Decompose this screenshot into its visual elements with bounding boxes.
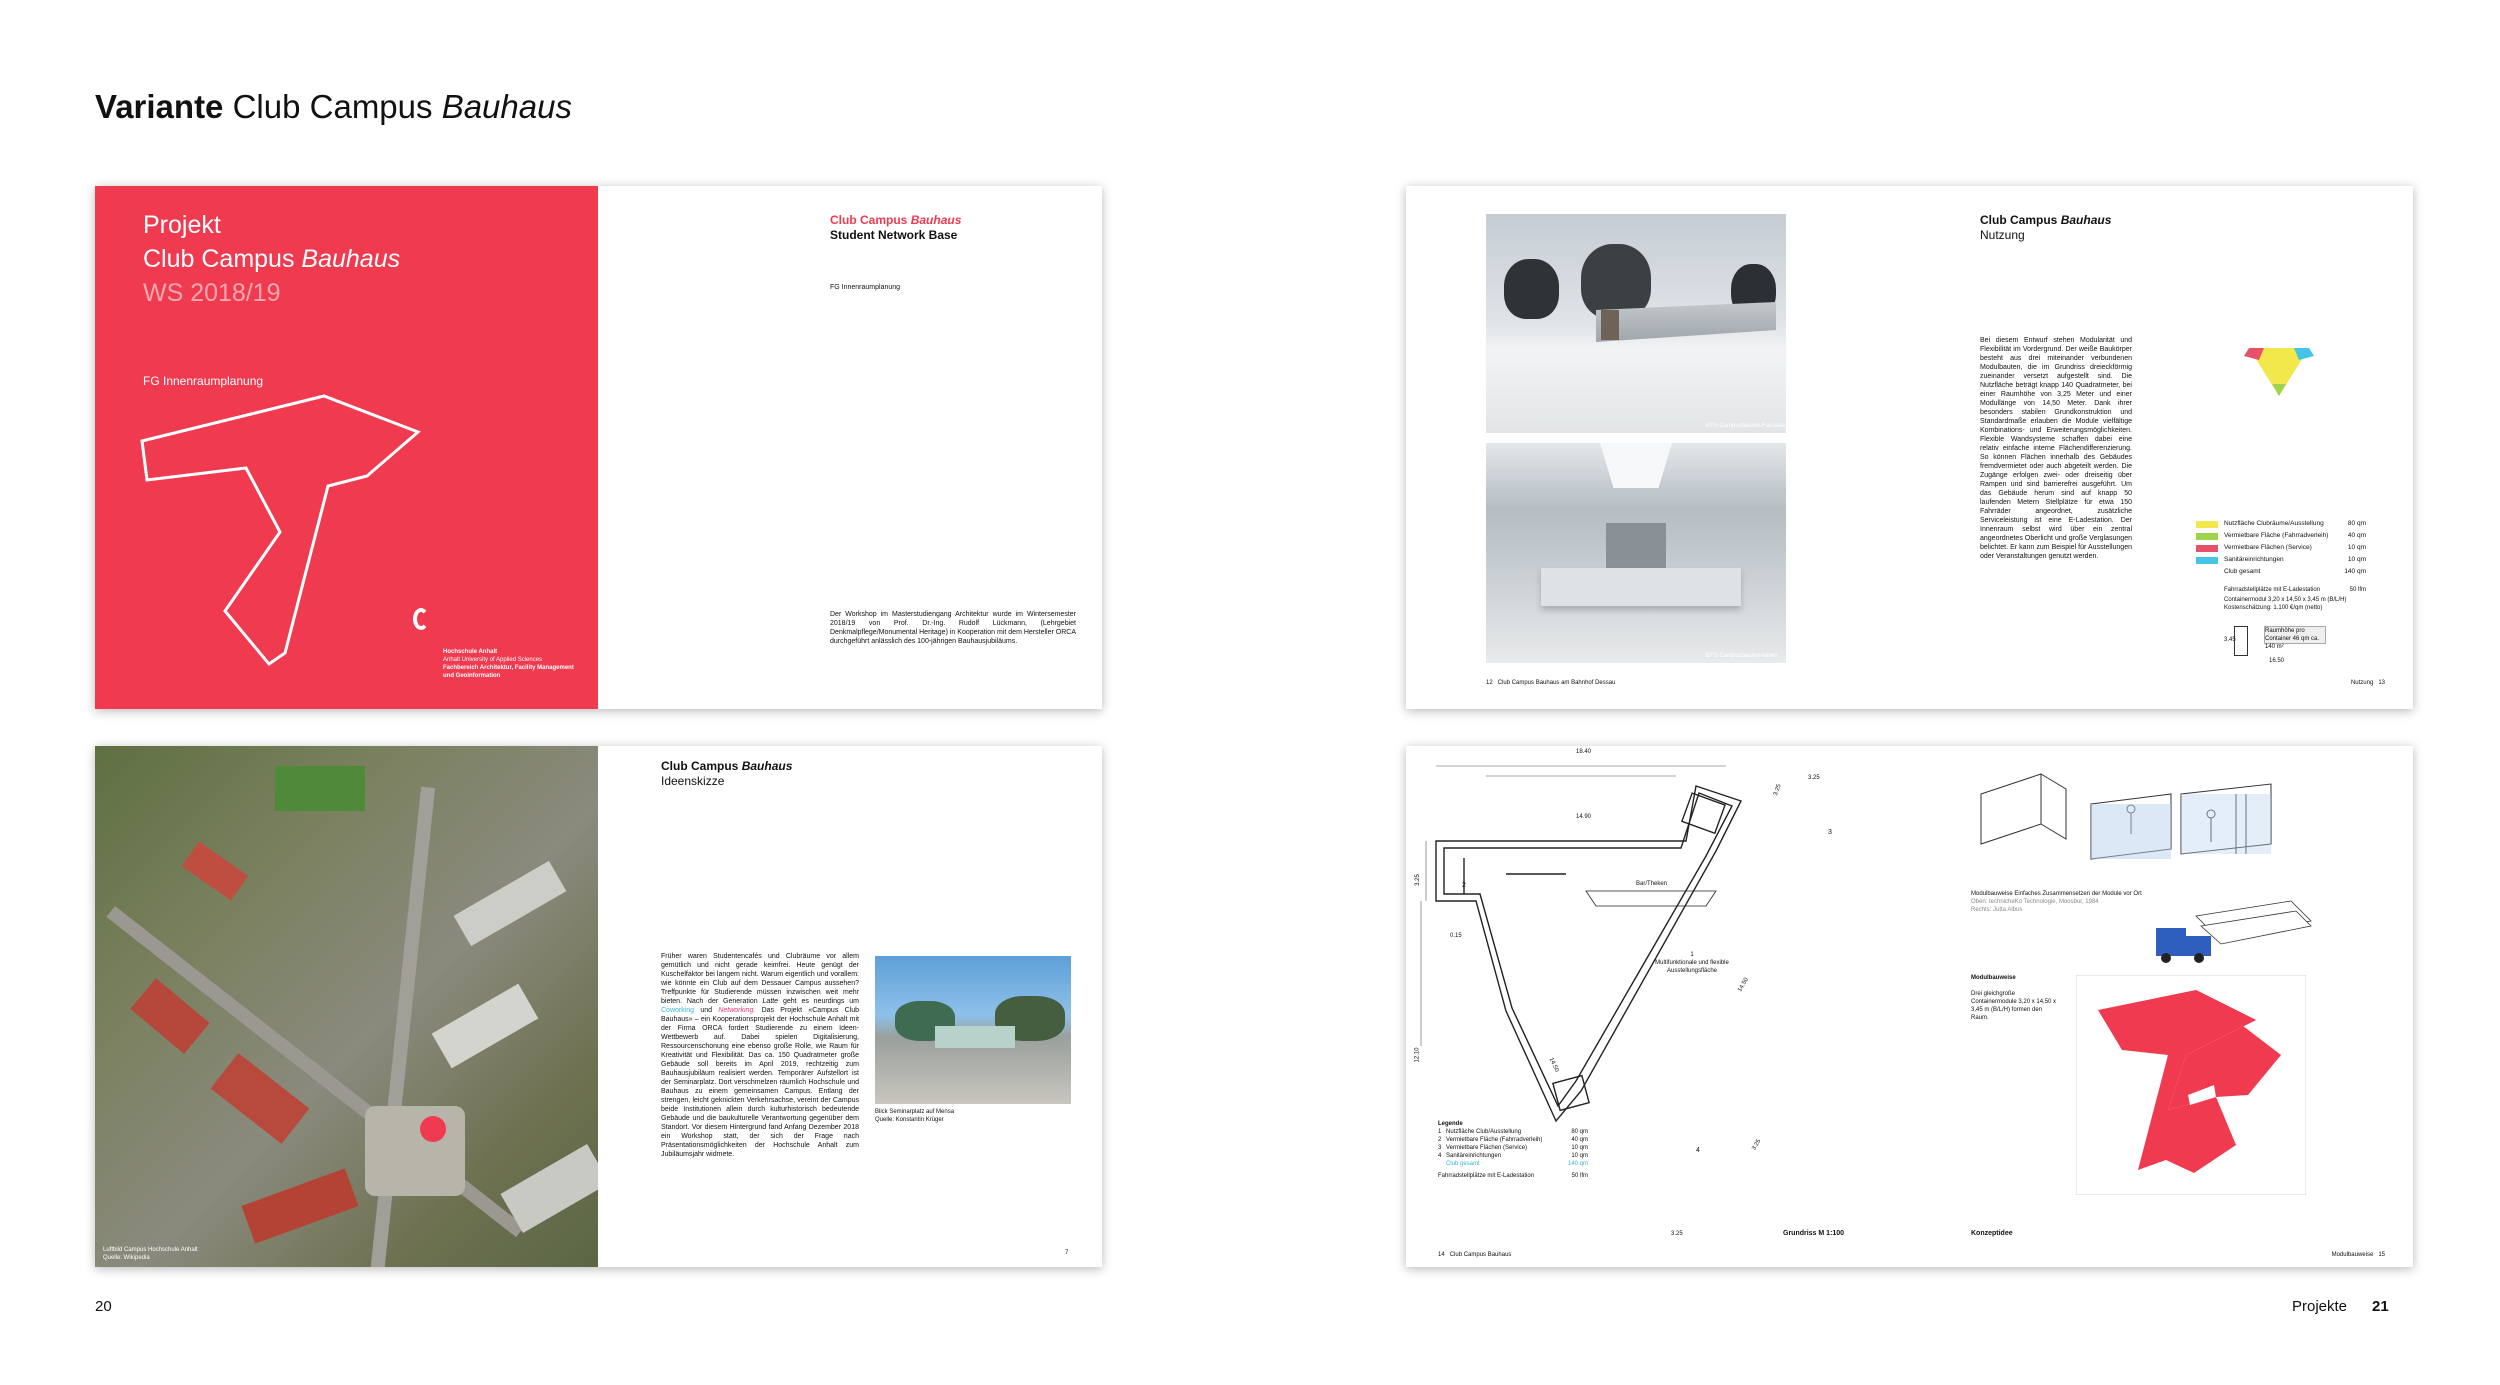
interior-render xyxy=(1486,443,1786,663)
left-page-number: 20 xyxy=(95,1298,112,1315)
tree-mid xyxy=(1581,244,1651,319)
modul-text: Drei gleichgroße Containermodule 3,20 x 14,50 x 3,45 m (B/L/H) formen den Raum. xyxy=(1971,991,2057,1021)
dim-bottom-r: 3.25 xyxy=(1751,1138,1763,1152)
spread3-title: Club Campus Bauhaus Ideenskizze xyxy=(661,759,793,788)
konzept-label: Konzeptidee xyxy=(1971,1230,2013,1237)
dim-tr1: 3.25 xyxy=(1773,783,1783,797)
spread1-dept: FG Innenraumplanung xyxy=(830,284,901,291)
konzept-logo-graphic xyxy=(2076,975,2306,1195)
cover-line3: WS 2018/19 xyxy=(143,279,281,307)
heading-bold: Variante xyxy=(95,88,224,125)
module-assembly-sketch xyxy=(1971,764,2301,889)
dim-tr2: 3.25 xyxy=(1808,775,1820,781)
spread3-subtitle: Ideenskizze xyxy=(661,774,725,788)
usage-legend: Nutzfläche Clubräume/Ausstellung 80 qm Vermietbare Fläche (Fahrradverleih) 40 qm Vermietbare Flächen (Service) 10 qm Sanitäreinrichtungen 10 qm Club gesamt 140 qm xyxy=(2196,518,2366,578)
spread1-right-page xyxy=(598,186,1102,709)
plan-legend: Legende 1 Nutzfläche Club/Ausstellung 80 qm 2 Vermietbare Fläche (Fahrradverleih) 40 qm 3 Vermietbare Flächen (Service) 10 qm 4 Sanitäreinrichtungen 10 qm Club gesamt 140 qm Fahrradstellplätze mit E-Ladestation 50 lfm xyxy=(1438,1121,1588,1179)
cover-logo-text: Hochschule Anhalt Anhalt University of Applied Sciences Fachbereich Architektur, Facility Management und Geoinformation xyxy=(443,649,574,679)
modul-title: Modulbauweise xyxy=(1971,975,2016,981)
dim-top: 18.40 xyxy=(1576,749,1592,755)
render2-caption: BTS Campusbauten-Innen xyxy=(1706,653,1778,659)
dim-diag-l: 14.50 xyxy=(1547,1056,1560,1074)
counter xyxy=(1541,568,1741,606)
spread1-body: Der Workshop im Masterstudiengang Architektur wurde im Wintersemester 2018/19 von Prof. Dr.-Ing. Rudolf Lückmann, (Lehrgebiet Denkmalpflege/Monumental Heritage) in Kooperation mit dem Hersteller ORCA durchgeführt anlässlich des 100-jährigen Bauhausjubiläums. xyxy=(830,611,1076,645)
hs-anhalt-logo-mark xyxy=(413,608,429,630)
dim-bottom: 3.25 xyxy=(1671,1231,1683,1237)
dim-left-v: 12.10 xyxy=(1414,1047,1421,1063)
usage-diagram xyxy=(2234,336,2344,416)
room-3: 3 xyxy=(1828,829,1832,836)
room-4: 4 xyxy=(1696,1147,1700,1154)
spread3-body: Früher waren Studentencafés und Clubräume vor allem gemütlich und nicht gerade keimfrei. Heute genügt der Kuschelfaktor bei langem nicht. Warum eigentlich und vorallem: wie könnte ein Club auf dem Dessauer Campus aussehen? Treffpunkte für Studierende müssen inzwischen weit mehr bieten. Nach der Generation Latte geht es neurdings um Coworking und Networking. Das Projekt «Campus Club Bauhaus» – ein Kooperationsprojekt der Hochschule Anhalt mit der Firma ORCA fordert Studierende zu einem Ideen-Wettbewerb auf. Dabei spielen Digitalisierung, Ressourcenschonung eine ebenso große Rolle, wie Raum für Kreativität und Flexibilität. Das ca. 150 Quadratmeter große Gebäude soll bereits im April 2019, rechtzeitig zum Bauhausjubiläum realisiert werden. Temporärer Aufstellort ist der Seminarplatz. Dort verschmelzen räumlich Hochschule und Bauhaus zu einem gemeinsamen Campus. Entlang der strengen, leicht geknickten Verkehrsachse, vereint der Campus beide Institutionen allein durch kulturhistorisch bedeutende Gebäude und die baukulturelle Verantwortung gegenüber dem Standort. Vor diesem Hintergrund fand Anfang Dezember 2018 ein Workshop statt, der sich der Frage nach Präsentationsmöglichkeiten der Hochschule Anhalt zum Jubiläumsjahr widmete. xyxy=(661,953,860,1158)
spread3-page-num: 7 xyxy=(1065,1250,1069,1256)
spread1-title: Club Campus Bauhaus Student Network Base xyxy=(830,213,962,242)
spread-ideenskizze xyxy=(95,746,1102,1267)
section-label: Projekte xyxy=(2292,1298,2348,1315)
tree-left xyxy=(1504,259,1559,319)
spread2-subtitle: Nutzung xyxy=(1980,228,2025,242)
spread-nutzung xyxy=(1406,186,2413,709)
legend-swatch xyxy=(2196,569,2218,576)
aerial-caption: Luftbild Campus Hochschule Anhalt Quelle: Wikipedia xyxy=(103,1247,198,1261)
location-marker xyxy=(420,1116,446,1142)
room-1-label: 1 Multifunktionale und flexible Ausstellungsfläche xyxy=(1655,952,1729,974)
skylight xyxy=(1591,443,1681,488)
entrance xyxy=(1601,310,1619,340)
section-diagram: 3.45 Raumhöhe pro Container 46 qm ca. 140 m² 16.50 xyxy=(2224,626,2364,666)
spread2-body: Bei diesem Entwurf stehen Modularität und Flexibilität im Vordergrund. Der weiße Baukörper besteht aus drei miteinander verbundenen Modulbauten, die im Grundriss dreieckförmig zueinander versetzt aufgestellt sind. Die Nutzfläche beträgt knapp 140 Quadratmeter, bei einer Raumhöhe von 3,25 Meter und einer Modullänge von 14,50 Meter. Dank ihrer besonders stabilen Grundkonstruktion und Standardmaße erlauben die Module vielfältige Kombinations- und Erweiterungsmöglichkeiten. Flexible Wandsysteme schaffen dabei eine relativ einfache interne Flächendifferenzierung. So können Flächen innerhalb des Gebäudes fremdvermietet oder auch abgeteilt werden. Die Zugänge erfolgen zwei- oder dreiseitig über Rampen und sind barrierefrei ausgeführt. Um das Gebäude herum sind auf knapp 50 laufenden Metern Stellplätze für etwa 150 Fahrräder angeordnet, zusätzliche Serviceleistung ist eine E-Ladestation. Der Innenraum selbst wird über ein zentral angeordnetes Oberlicht und große Verglasungen belichtet. Er kann zum Beispiel für Ausstellungen oder Veranstaltungen genutzt werden. xyxy=(1980,337,2132,560)
legend-swatch xyxy=(2196,545,2218,552)
right-page-number: 21 xyxy=(2372,1298,2389,1315)
heading-regular: Club Campus xyxy=(232,88,433,125)
module-spec: Containermodul 3,20 x 14,50 x 3,45 m (B/L/H) Kostenschätzung: 1.100 €/qm (netto) xyxy=(2224,597,2347,611)
dim-top-inner: 14.90 xyxy=(1576,814,1592,820)
dim-diag-r: 14.50 xyxy=(1737,976,1750,994)
dim-small: 0.15 xyxy=(1450,933,1462,939)
render1-caption: BTS Campusbauten-Fassade xyxy=(1706,423,1786,429)
cover-page xyxy=(95,186,598,709)
cover-line2: Club Campus Bauhaus xyxy=(143,245,401,273)
truck-sketch xyxy=(2151,896,2316,974)
bar-label: Bar/Theken xyxy=(1636,881,1668,887)
plan-scale-label: Grundriss M 1:100 xyxy=(1783,1230,1845,1237)
right-footer xyxy=(2292,1298,2389,1315)
cover-line1: Projekt xyxy=(143,211,221,239)
seminarplatz-photo xyxy=(875,956,1071,1104)
spread-cover xyxy=(95,186,1102,709)
plaza xyxy=(365,1106,465,1196)
cover-subject: FG Innenraumplanung xyxy=(143,374,264,388)
seminarplatz-caption: Blick Seminarplatz auf Mensa Quelle: Konstantin Krüger xyxy=(875,1109,955,1123)
legend-swatch xyxy=(2196,557,2218,564)
spread4-footer-right: Modulbauweise 15 xyxy=(2331,1252,2385,1258)
bike-stations: Fahrradstellplätze mit E-Ladestation 50 lfm xyxy=(2224,587,2366,593)
spread2-footer-left: 12 Club Campus Bauhaus am Bahnhof Dessau xyxy=(1486,680,1616,686)
spread4-footer-left: 14 Club Campus Bauhaus xyxy=(1438,1252,1512,1258)
legend-swatch xyxy=(2196,533,2218,540)
aerial-photo xyxy=(95,746,598,1267)
spread-grundriss xyxy=(1406,746,2413,1267)
exterior-render xyxy=(1486,214,1786,433)
page-heading xyxy=(95,88,572,126)
cover-logo-graphic xyxy=(95,186,598,709)
legend-swatch xyxy=(2196,521,2218,528)
spread2-title: Club Campus Bauhaus Nutzung xyxy=(1980,213,2112,242)
spread2-footer-right: Nutzung 13 xyxy=(2350,680,2385,686)
heading-italic: Bauhaus xyxy=(441,88,572,125)
room-2: 2 xyxy=(1462,882,1466,889)
dim-left: 3.25 xyxy=(1414,874,1421,886)
sports-field xyxy=(275,766,365,811)
sketch-caption: Modulbauweise Einfaches Zusammensetzen der Module vor Ort Oben: technicheKo Technologie, Moosbur, 1984 Rechts: Jutta Albus xyxy=(1971,891,2142,913)
spread1-subtitle: Student Network Base xyxy=(830,228,958,242)
